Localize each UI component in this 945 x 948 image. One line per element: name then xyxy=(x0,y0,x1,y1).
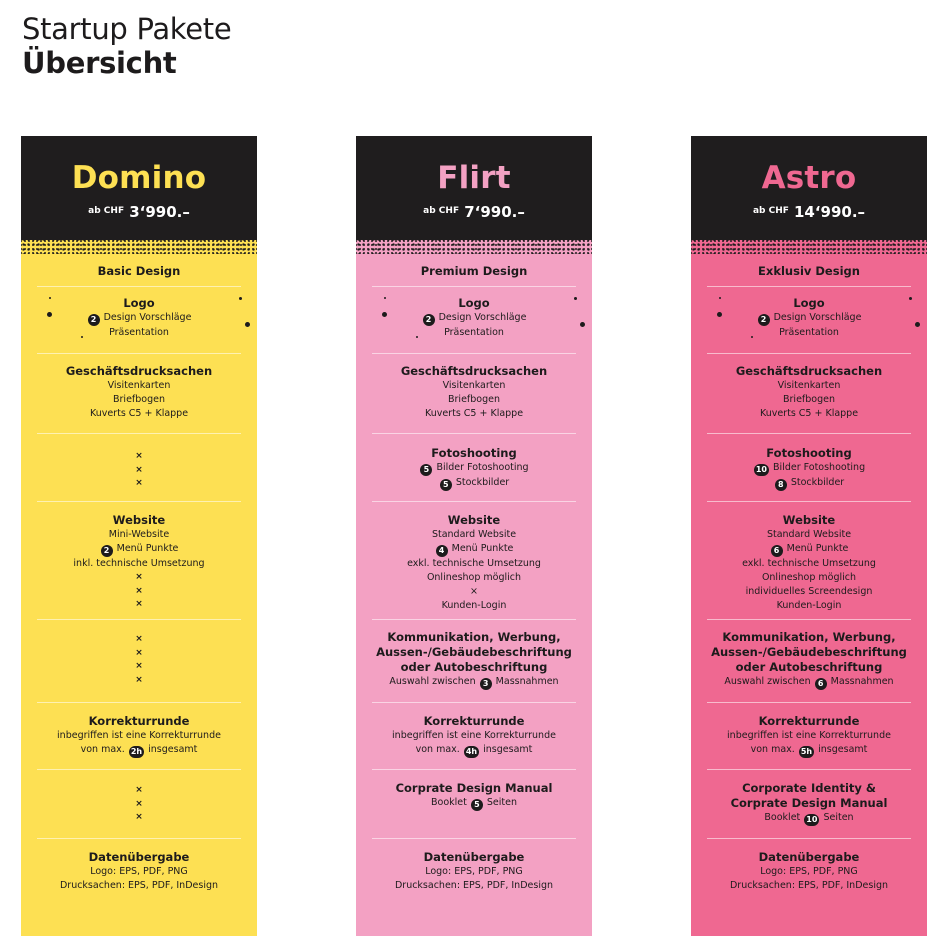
price-prefix: ab CHF xyxy=(88,206,125,216)
feature-item xyxy=(37,542,241,557)
feature-item: Mini-Website xyxy=(108,529,170,540)
feature-item: Kuverts C5 + Klappe xyxy=(424,408,524,419)
paint-splatter xyxy=(245,322,250,327)
not-included-mark: × xyxy=(135,647,143,658)
item-text: Design Vorschläge xyxy=(438,312,527,323)
feature-item xyxy=(707,811,911,826)
section-divider xyxy=(37,433,241,434)
paint-splatter xyxy=(915,322,920,327)
section-title: Corprate Design Manual xyxy=(730,796,888,810)
feature-item: Visitenkarten xyxy=(107,380,171,391)
count-badge: 5 xyxy=(440,479,452,491)
item-text: Bilder Fotoshooting xyxy=(773,462,866,473)
count-badge: 8 xyxy=(775,479,787,491)
not-included-mark: × xyxy=(135,785,143,795)
paint-splatter xyxy=(580,322,585,327)
section-divider xyxy=(707,433,911,434)
item-text: Stockbilder xyxy=(455,477,510,488)
section-divider xyxy=(37,769,241,770)
not-included-mark: × xyxy=(135,812,143,822)
section-title: Exklusiv Design xyxy=(758,264,860,278)
feature-item xyxy=(707,476,911,491)
section-title: Datenübergabe xyxy=(423,850,525,864)
count-badge: 4h xyxy=(465,747,478,756)
section-design xyxy=(37,264,241,279)
section-print xyxy=(707,364,911,421)
section-divider xyxy=(37,702,241,703)
section-divider xyxy=(372,838,576,839)
page-subtitle: Übersicht xyxy=(22,46,177,80)
section-divider xyxy=(372,501,576,502)
section-logo xyxy=(372,296,576,340)
item-text: Menü Punkte xyxy=(786,543,849,554)
count-badge: 2 xyxy=(423,314,435,326)
item-text: von max. xyxy=(415,744,460,755)
count-badge: 10 xyxy=(806,815,818,824)
section-title: Geschäftsdrucksachen xyxy=(735,364,883,378)
feature-item: Präsentation xyxy=(109,327,169,338)
feature-item: Visitenkarten xyxy=(777,380,841,391)
count-badge: 5 xyxy=(420,464,432,476)
count-badge: 5 xyxy=(471,799,483,811)
section-title: oder Autobeschriftung xyxy=(735,660,883,674)
item-text: insgesamt xyxy=(818,744,868,755)
feature-item xyxy=(37,743,241,758)
feature-item: Briefbogen xyxy=(113,394,165,405)
feature-item: Onlineshop möglich xyxy=(761,572,857,583)
section-correction xyxy=(707,714,911,758)
feature-item xyxy=(707,461,911,476)
feature-item: Drucksachen: EPS, PDF, InDesign xyxy=(59,880,219,891)
feature-item xyxy=(372,461,576,476)
price-amount: 14‘990.– xyxy=(793,203,866,221)
spray-texture xyxy=(691,232,927,254)
section-divider xyxy=(707,353,911,354)
section-title: Website xyxy=(112,513,166,527)
feature-item xyxy=(707,311,911,326)
price-prefix: ab CHF xyxy=(423,206,460,216)
section-data-transfer xyxy=(707,850,911,893)
section-title: Datenübergabe xyxy=(758,850,860,864)
feature-item: Standard Website xyxy=(766,529,852,540)
feature-item: Kunden-Login xyxy=(776,600,842,611)
not-included-mark: × xyxy=(135,798,143,809)
count-badge: 3 xyxy=(480,678,492,690)
section-photo xyxy=(372,446,576,491)
section-divider xyxy=(37,501,241,502)
section-divider xyxy=(707,769,911,770)
feature-item xyxy=(372,743,576,758)
item-text: Design Vorschläge xyxy=(103,312,192,323)
page-header xyxy=(22,12,231,80)
section-title: oder Autobeschriftung xyxy=(400,660,548,674)
section-title: Fotoshooting xyxy=(431,446,517,460)
section-divider xyxy=(707,702,911,703)
section-communication xyxy=(372,630,576,690)
section-logo xyxy=(707,296,911,340)
feature-item: Onlineshop möglich xyxy=(426,572,522,583)
feature-item: Standard Website xyxy=(431,529,517,540)
section-design xyxy=(372,264,576,279)
section-title: Corprate Design Manual xyxy=(395,781,553,795)
section-print xyxy=(372,364,576,421)
section-title: Korrekturrunde xyxy=(88,714,190,728)
item-text: von max. xyxy=(750,744,795,755)
section-divider xyxy=(372,286,576,287)
feature-item: exkl. technische Umsetzung xyxy=(407,558,541,569)
not-included-mark: × xyxy=(135,661,143,671)
package-name: Astro xyxy=(761,160,857,196)
section-title: Aussen-/Gebäudebeschriftung xyxy=(376,645,572,659)
feature-item xyxy=(372,542,576,557)
section-title: Corporate Identity & xyxy=(742,781,876,795)
count-badge: 2h xyxy=(130,747,143,756)
page-title: Startup Pakete xyxy=(22,12,232,46)
item-text: insgesamt xyxy=(483,744,533,755)
section-title: Logo xyxy=(123,296,155,310)
section-title: Geschäftsdrucksachen xyxy=(400,364,548,378)
section-divider xyxy=(372,353,576,354)
spray-texture xyxy=(356,232,592,254)
count-badge: 4 xyxy=(436,545,448,557)
section-title: Geschäftsdrucksachen xyxy=(65,364,213,378)
section-title: Logo xyxy=(458,296,490,310)
section-divider xyxy=(372,433,576,434)
feature-item: Briefbogen xyxy=(448,394,500,405)
section-title: Website xyxy=(782,513,836,527)
section-divider xyxy=(37,838,241,839)
feature-item: Drucksachen: EPS, PDF, InDesign xyxy=(394,880,554,891)
price-prefix: ab CHF xyxy=(752,206,789,216)
section-photo xyxy=(37,450,241,491)
feature-item: Präsentation xyxy=(779,327,839,338)
section-divider xyxy=(372,702,576,703)
section-print xyxy=(37,364,241,421)
feature-item: inbegriffen ist eine Korrekturrunde xyxy=(57,730,221,741)
not-included-mark: × xyxy=(135,634,143,644)
section-website xyxy=(707,513,911,613)
package-price xyxy=(356,202,592,221)
not-included-mark: × xyxy=(135,464,143,475)
spray-texture xyxy=(21,232,257,254)
item-text: insgesamt xyxy=(148,744,198,755)
item-text: Auswahl zwischen xyxy=(724,676,811,687)
item-text: Design Vorschläge xyxy=(773,312,862,323)
section-website xyxy=(372,513,576,613)
count-badge: 2 xyxy=(758,314,770,326)
section-manual xyxy=(37,784,241,825)
section-divider xyxy=(372,619,576,620)
price-amount: 7‘990.– xyxy=(464,203,525,221)
feature-item: exkl. technische Umsetzung xyxy=(742,558,876,569)
feature-item: inkl. technische Umsetzung xyxy=(73,558,205,569)
section-divider xyxy=(707,501,911,502)
section-correction xyxy=(37,714,241,758)
not-included-mark: × xyxy=(135,674,143,685)
package-card-domino xyxy=(21,136,257,936)
feature-item: Kunden-Login xyxy=(441,600,507,611)
package-price xyxy=(21,202,257,221)
feature-item xyxy=(37,311,241,326)
section-divider xyxy=(372,769,576,770)
section-title: Website xyxy=(447,513,501,527)
section-title: Korrekturrunde xyxy=(423,714,525,728)
price-amount: 3‘990.– xyxy=(129,203,190,221)
item-text: Booklet xyxy=(430,797,467,808)
item-text: Booklet xyxy=(764,812,801,823)
section-divider xyxy=(37,619,241,620)
item-text: Massnahmen xyxy=(495,676,559,687)
section-title: Fotoshooting xyxy=(766,446,852,460)
feature-item: Visitenkarten xyxy=(442,380,506,391)
package-name: Domino xyxy=(71,160,207,196)
section-title: Logo xyxy=(793,296,825,310)
count-badge: 2 xyxy=(101,545,113,557)
section-photo xyxy=(707,446,911,491)
feature-item: Präsentation xyxy=(444,327,504,338)
not-included-mark: × xyxy=(135,572,143,582)
section-website xyxy=(37,513,241,612)
section-logo xyxy=(37,296,241,340)
item-text: Stockbilder xyxy=(790,477,845,488)
package-card-flirt xyxy=(356,136,592,936)
section-title: Premium Design xyxy=(420,264,528,278)
not-included-mark: × xyxy=(135,585,143,596)
feature-item: × xyxy=(470,586,478,597)
item-text: Seiten xyxy=(823,812,854,823)
feature-item: Logo: EPS, PDF, PNG xyxy=(90,866,188,877)
feature-item: Briefbogen xyxy=(783,394,835,405)
section-data-transfer xyxy=(372,850,576,893)
count-badge: 2 xyxy=(88,314,100,326)
section-communication xyxy=(37,633,241,687)
feature-item xyxy=(372,476,576,491)
feature-item: Drucksachen: EPS, PDF, InDesign xyxy=(729,880,889,891)
feature-item xyxy=(372,675,576,690)
feature-item xyxy=(707,542,911,557)
feature-item: Kuverts C5 + Klappe xyxy=(759,408,859,419)
section-manual xyxy=(372,781,576,811)
feature-item: Logo: EPS, PDF, PNG xyxy=(425,866,523,877)
section-design xyxy=(707,264,911,279)
section-divider xyxy=(707,286,911,287)
package-name: Flirt xyxy=(437,160,511,196)
item-text: Menü Punkte xyxy=(116,543,179,554)
feature-item: individuelles Screendesign xyxy=(745,586,873,597)
feature-item xyxy=(707,675,911,690)
section-title: Datenübergabe xyxy=(88,850,190,864)
feature-item xyxy=(707,743,911,758)
count-badge: 10 xyxy=(755,465,767,474)
item-text: von max. xyxy=(80,744,125,755)
section-title: Kommunikation, Werbung, xyxy=(722,630,896,644)
package-price xyxy=(691,202,927,221)
package-card-astro xyxy=(691,136,927,936)
item-text: Seiten xyxy=(486,797,518,808)
section-data-transfer xyxy=(37,850,241,893)
section-title: Basic Design xyxy=(97,264,181,278)
feature-item: inbegriffen ist eine Korrekturrunde xyxy=(392,730,556,741)
section-divider xyxy=(37,353,241,354)
count-badge: 5h xyxy=(800,747,813,756)
item-text: Auswahl zwischen xyxy=(389,676,476,687)
section-title: Korrekturrunde xyxy=(758,714,860,728)
feature-item: inbegriffen ist eine Korrekturrunde xyxy=(727,730,891,741)
not-included-mark: × xyxy=(135,451,143,461)
feature-item: Kuverts C5 + Klappe xyxy=(89,408,189,419)
section-divider xyxy=(707,838,911,839)
item-text: Menü Punkte xyxy=(451,543,514,554)
item-text: Bilder Fotoshooting xyxy=(436,462,529,473)
section-divider xyxy=(37,286,241,287)
section-communication xyxy=(707,630,911,690)
count-badge: 6 xyxy=(771,545,783,557)
feature-item xyxy=(372,311,576,326)
section-title: Aussen-/Gebäudebeschriftung xyxy=(711,645,907,659)
section-title: Kommunikation, Werbung, xyxy=(387,630,561,644)
not-included-mark: × xyxy=(135,599,143,609)
section-divider xyxy=(707,619,911,620)
section-correction xyxy=(372,714,576,758)
section-manual xyxy=(707,781,911,826)
feature-item xyxy=(372,796,576,811)
not-included-mark: × xyxy=(135,478,143,488)
item-text: Massnahmen xyxy=(830,676,894,687)
feature-item: Logo: EPS, PDF, PNG xyxy=(760,866,858,877)
count-badge: 6 xyxy=(815,678,827,690)
